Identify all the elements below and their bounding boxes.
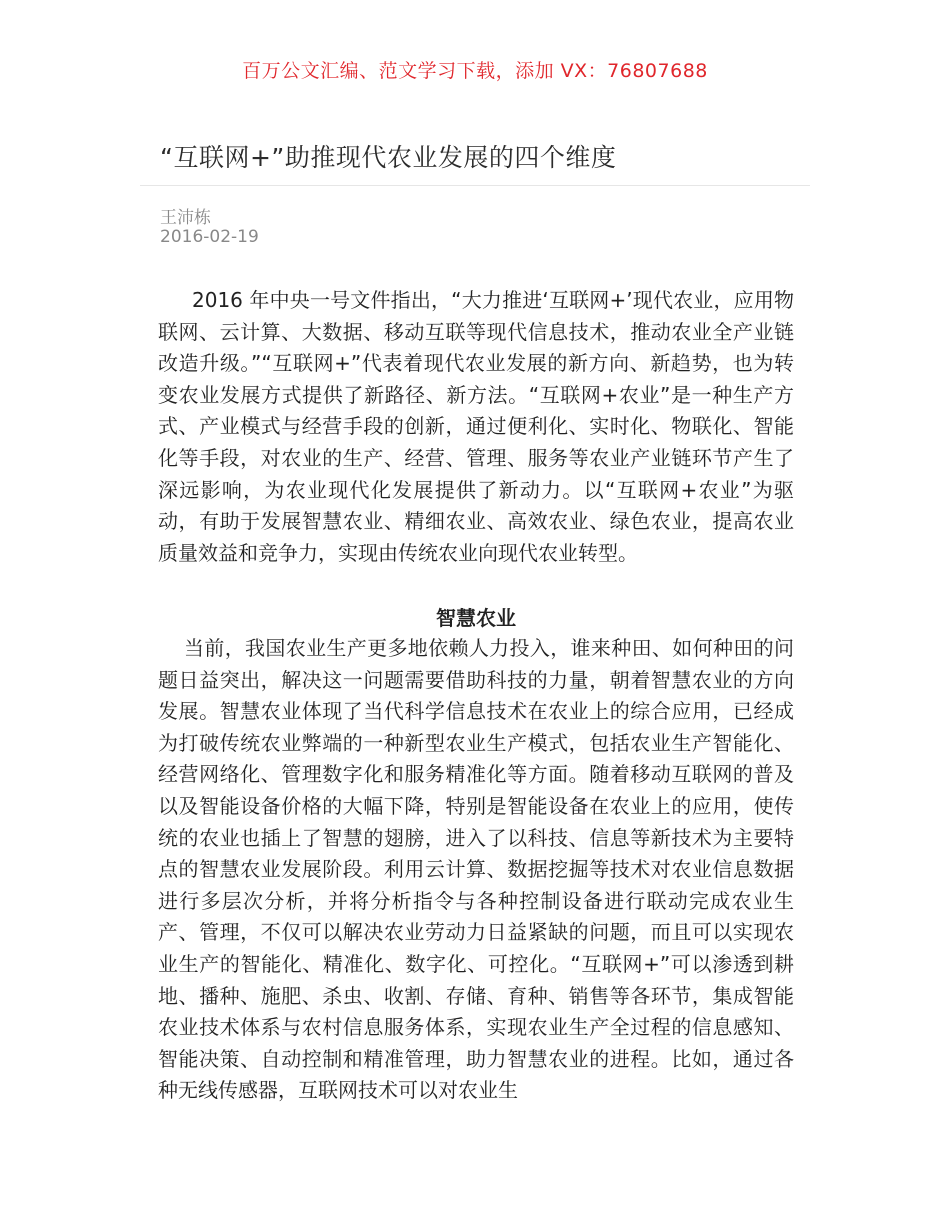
intro-paragraph: 2016 年中央一号文件指出，“大力推进‘互联网+’现代农业，应用物联网、云计算、大数据、移动互联等现代信息技术，推动农业全产业链改造升级。”“互联网+”代表着现代农业发展的新方向、新趋势，也为转变农业发展方式提供了新路径、新方法。“互联网+农业”是一种生产方式、产业模式与经营手段的创新，通过便利化、实时化、物联化、智能化等手段，对农业的生产、经营、管理、服务等农业产业链环节产生了深远影响，为农业现代化发展提供了新动力。以“互联网+农业”为驱动，有助于发展智慧农业、精细农业、高效农业、绿色农业，提高农业质量效益和竞争力，实现由传统农业向现代农业转型。 bbox=[158, 288, 794, 565]
article-date: 2016-02-19 bbox=[160, 227, 259, 247]
section-heading-smart-agriculture: 智慧农业 bbox=[436, 606, 516, 630]
section-paragraph-smart-agriculture: 当前，我国农业生产更多地依赖人力投入，谁来种田、如何种田的问题日益突出，解决这一问题需要借助科技的力量，朝着智慧农业的方向发展。智慧农业体现了当代科学信息技术在农业上的综合应用，已经成为打破传统农业弊端的一种新型农业生产模式，包括农业生产智能化、经营网络化、管理数字化和服务精准化等方面。随着移动互联网的普及以及智能设备价格的大幅下降，特别是智能设备在农业上的应用，使传统的农业也插上了智慧的翅膀，进入了以科技、信息等新技术为主要特点的智慧农业发展阶段。利用云计算、数据挖掘等技术对农业信息数据进行多层次分析，并将分析指令与各种控制设备进行联动完成农业生产、管理，不仅可以解决农业劳动力日益紧缺的问题，而且可以实现农业生产的智能化、精准化、数字化、可控化。“互联网+”可以渗透到耕地、播种、施肥、杀虫、收割、存储、育种、销售等各环节，集成智能农业技术体系与农村信息服务体系，实现农业生产全过程的信息感知、智能决策、自动控制和精准管理，助力智慧农业的进程。比如，通过各种无线传感器，互联网技术可以对农业生 bbox=[158, 636, 794, 1103]
article-title: “互联网+”助推现代农业发展的四个维度 bbox=[160, 143, 617, 172]
title-divider bbox=[140, 185, 810, 186]
article-author: 王沛栋 bbox=[160, 208, 211, 228]
promo-banner: 百万公文汇编、范文学习下载，添加 VX：76807688 bbox=[242, 60, 708, 82]
